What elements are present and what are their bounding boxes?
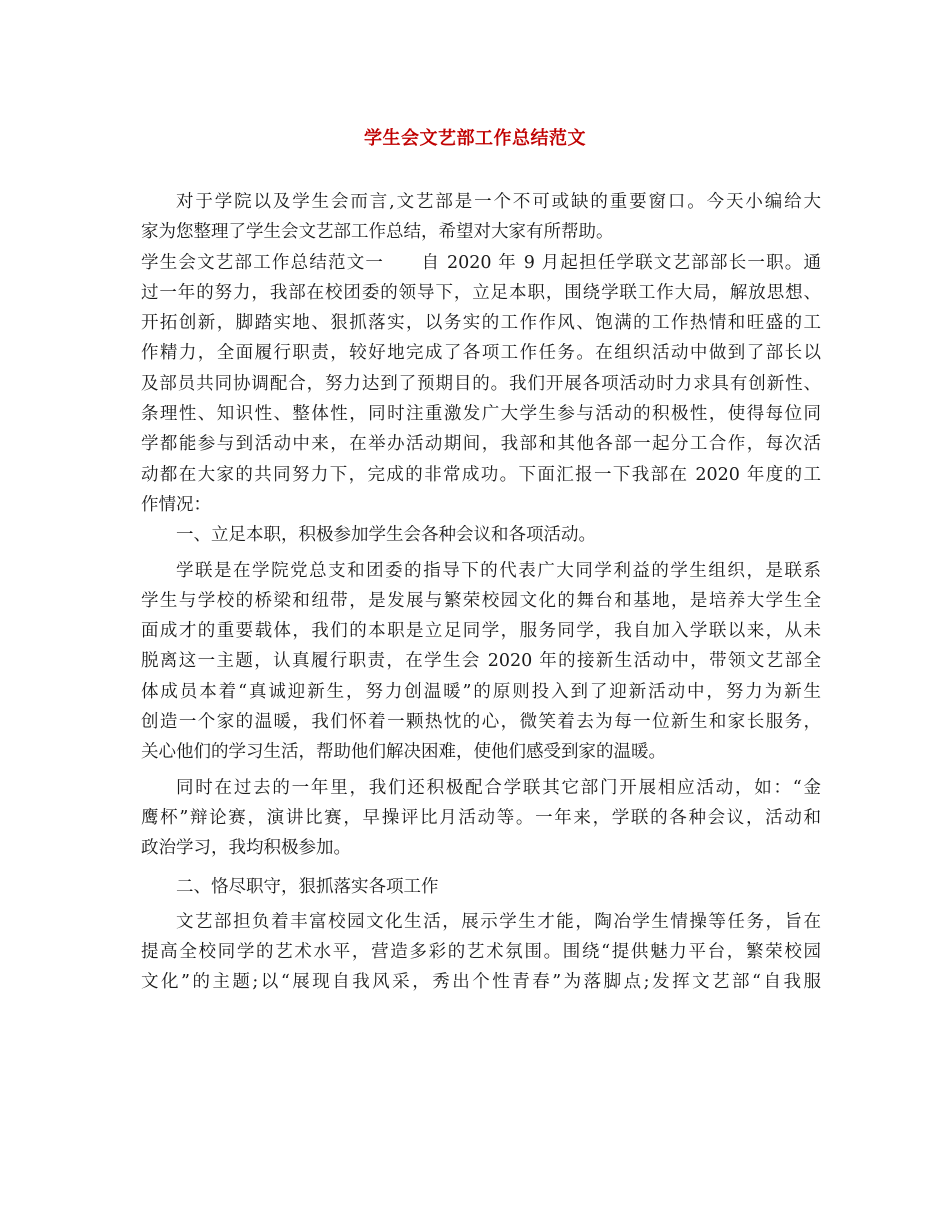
text-line: 及部员共同协调配合，努力达到了预期目的。我们开展各项活动时力求具有创新性、 — [141, 373, 821, 394]
text-line: 作精力，全面履行职责，较好地完成了各项工作任务。在组织活动中做到了部长以 — [141, 343, 821, 364]
text-line: 学都能参与到活动中来，在举办活动期间，我部和其他各部一起分工合作，每次活 — [141, 434, 821, 455]
text-line: 同时在过去的一年里，我们还积极配合学联其它部门开展相应活动，如：“金 — [176, 777, 821, 798]
section-heading: 二、恪尽职守，狠抓落实各项工作 — [176, 876, 439, 897]
text-line: 关心他们的学习生活，帮助他们解决困难，使他们感受到家的温暖。 — [141, 742, 666, 763]
text-line: 鹰杯”辩论赛，演讲比赛，早操评比月活动等。一年来，学联的各种会议，活动和 — [141, 807, 821, 828]
document-body — [141, 187, 821, 998]
text-line: 条理性、知识性、整体性，同时注重激发广大学生参与活动的积极性，使得每位同 — [141, 404, 821, 425]
text-line: 动都在大家的共同努力下，完成的非常成功。下面汇报一下我部在 2020 年度的工 — [141, 464, 821, 485]
text-line: 学生与学校的桥梁和纽带，是发展与繁荣校园文化的舞台和基地，是培养大学生全 — [141, 590, 821, 611]
text-line: 提高全校同学的艺术水平，营造多彩的艺术氛围。围绕“提供魅力平台，繁荣校园 — [141, 942, 821, 963]
text-line: 开拓创新，脚踏实地、狠抓落实，以务实的工作作风、饱满的工作热情和旺盛的工 — [141, 313, 821, 334]
section-heading: 一、立足本职，积极参加学生会各种会议和各项活动。 — [176, 525, 596, 546]
text-line: 面成才的重要载体，我们的本职是立足同学，服务同学，我自加入学联以来，从未 — [141, 621, 821, 642]
document-title: 学生会文艺部工作总结范文 — [364, 128, 586, 149]
text-line: 文化”的主题;以“展现自我风采，秀出个性青春”为落脚点;发挥文艺部“自我服 — [141, 972, 821, 993]
text-line: 学生会文艺部工作总结范文一 自 2020 年 9 月起担任学联文艺部部长一职。通 — [141, 252, 821, 273]
text-line: 文艺部担负着丰富校园文化生活，展示学生才能，陶冶学生情操等任务，旨在 — [176, 911, 821, 932]
text-line: 创造一个家的温暖，我们怀着一颗热忱的心，微笑着去为每一位新生和家长服务， — [141, 712, 821, 733]
text-line: 政治学习，我均积极参加。 — [141, 838, 351, 859]
text-line: 对于学院以及学生会而言,文艺部是一个不可或缺的重要窗口。今天小编给大 — [176, 192, 821, 212]
text-line: 体成员本着“真诚迎新生，努力创温暖”的原则投入到了迎新活动中，努力为新生 — [141, 681, 821, 702]
text-line: 脱离这一主题，认真履行职责，在学生会 2020 年的接新生活动中，带领文艺部全 — [141, 651, 821, 672]
text-line: 作情况： — [141, 494, 211, 515]
text-line: 学联是在学院党总支和团委的指导下的代表广大同学利益的学生组织，是联系 — [176, 560, 821, 581]
text-line: 家为您整理了学生会文艺部工作总结，希望对大家有所帮助。 — [141, 222, 614, 243]
text-line: 过一年的努力，我部在校团委的领导下，立足本职，围绕学联工作大局，解放思想、 — [141, 282, 821, 303]
